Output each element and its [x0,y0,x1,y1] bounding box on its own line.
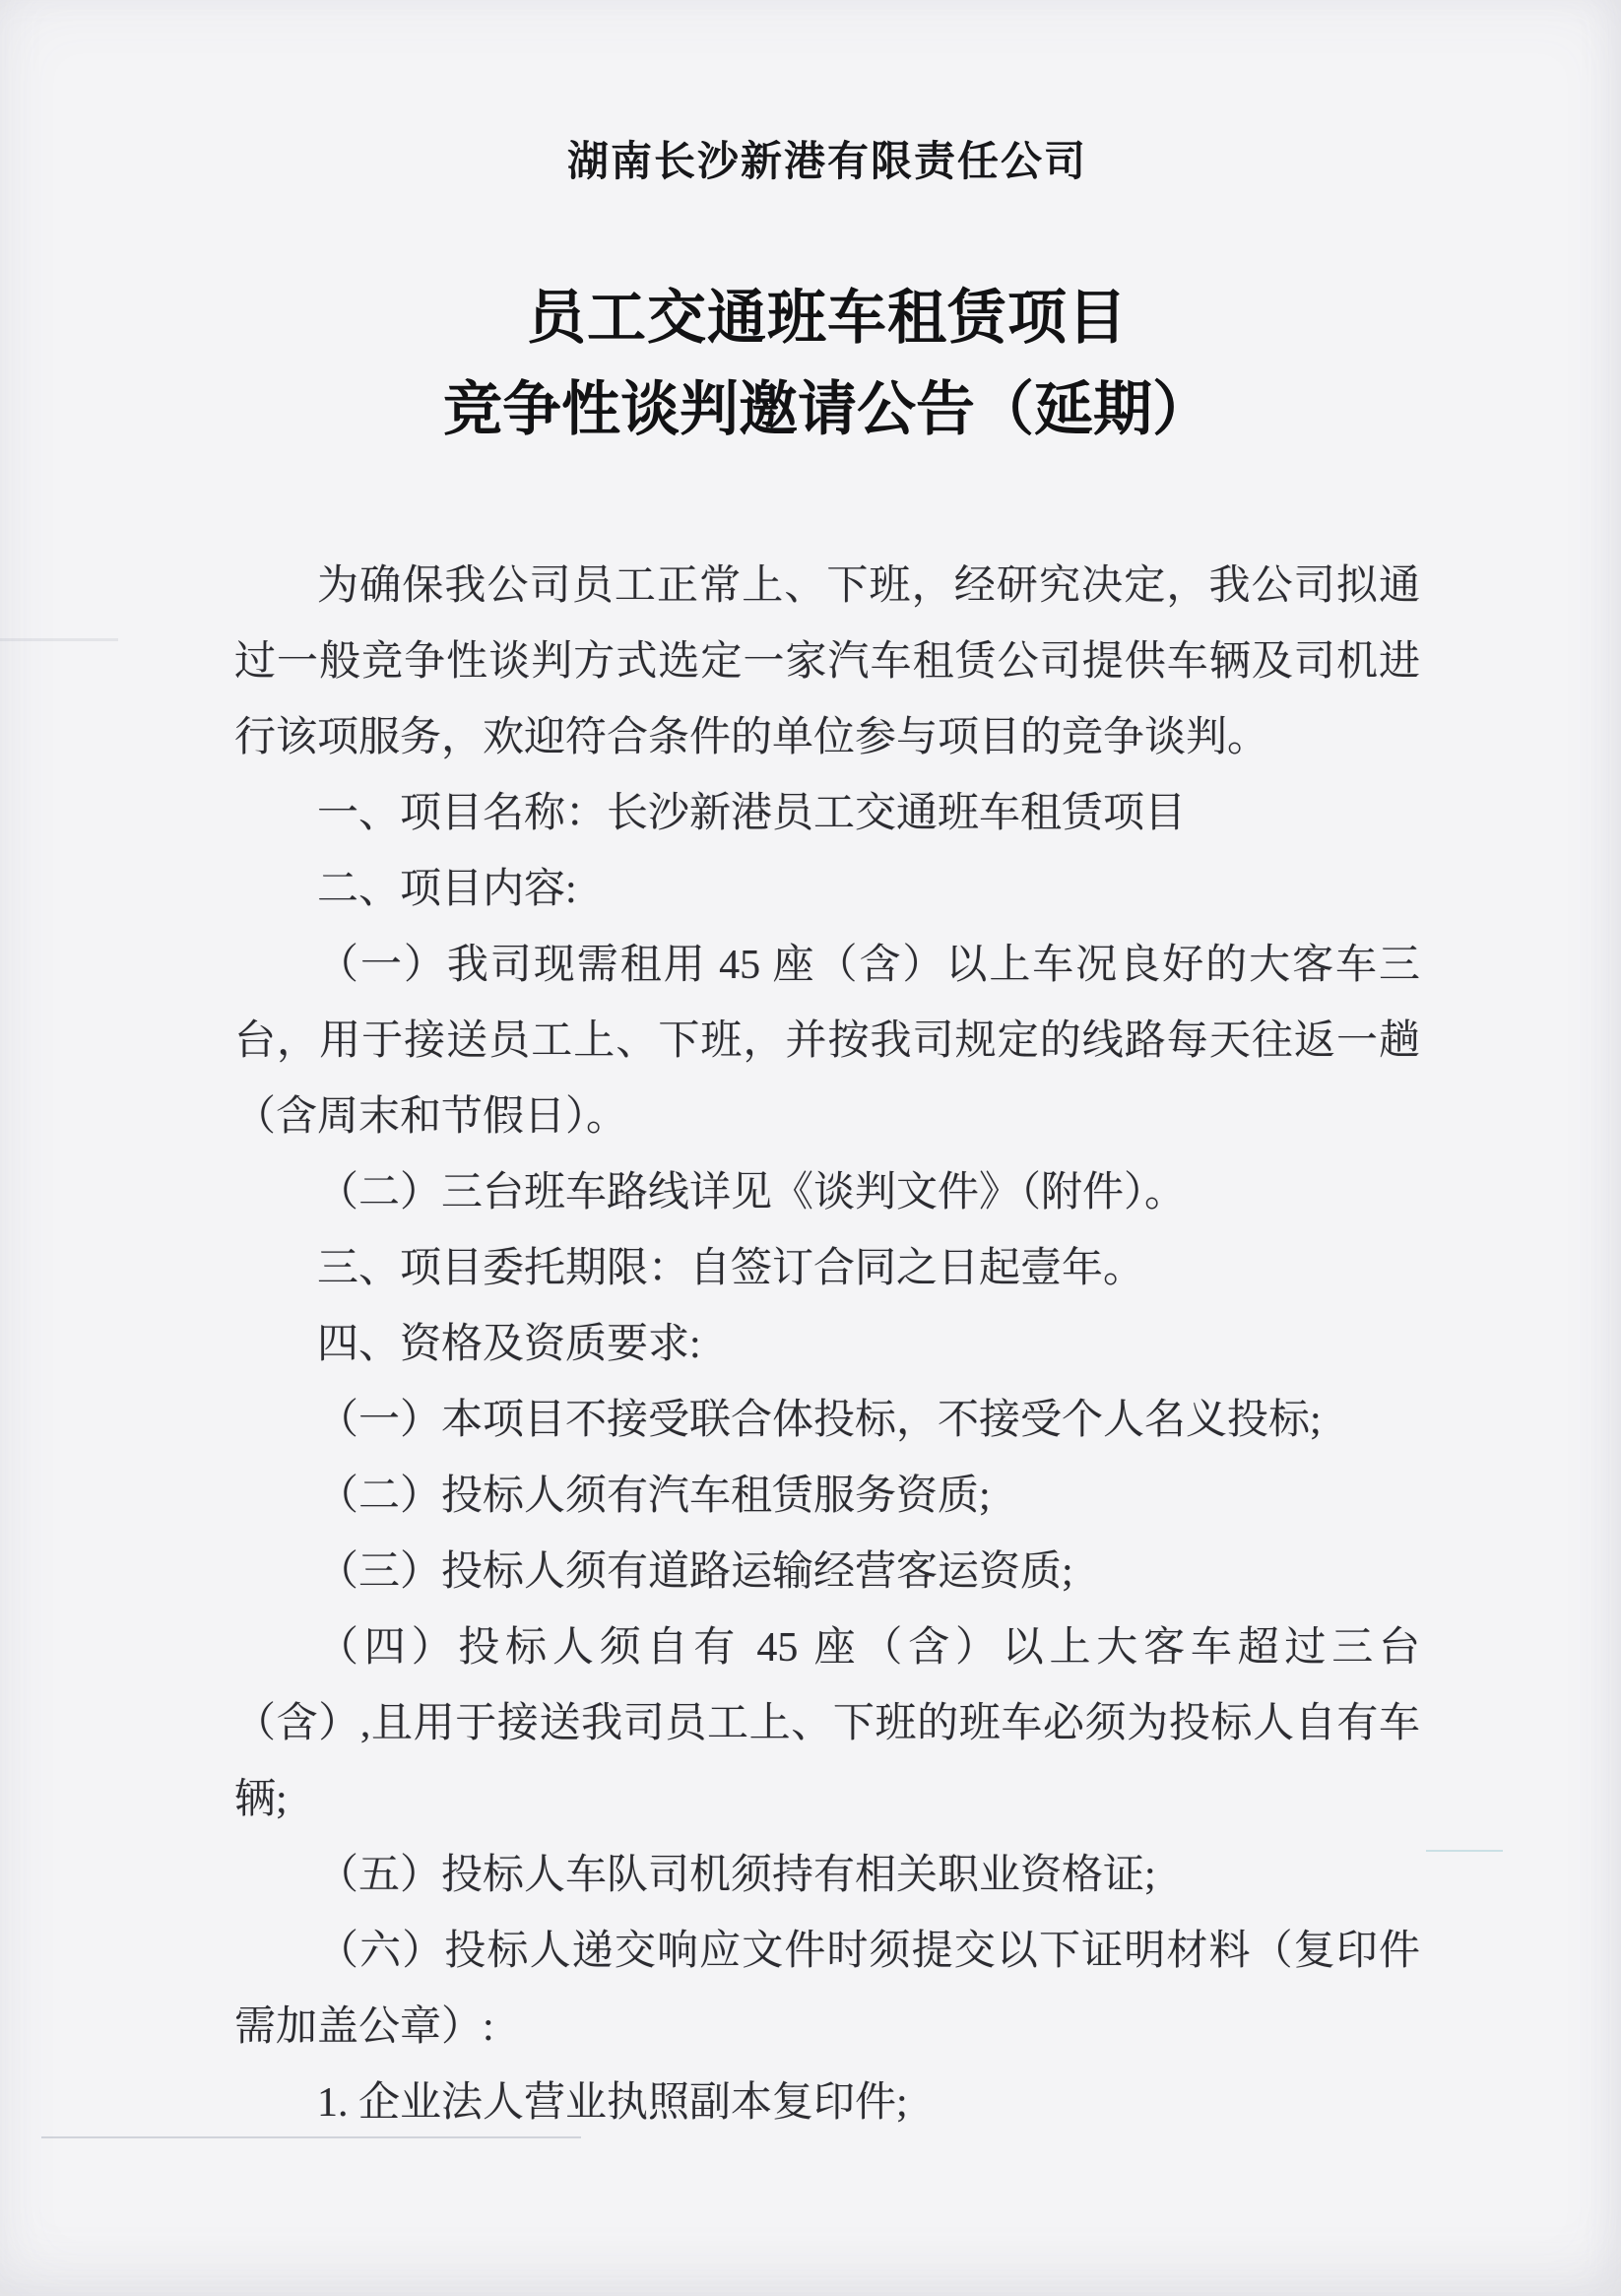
paragraph-item-4-1: （一）本项目不接受联合体投标，不接受个人名义投标; [317,1398,1322,1443]
paragraph-item-4-5: （五）投标人车队司机须持有相关职业资格证; [317,1853,1156,1898]
paragraph-item-3: 三、项目委托期限：自签订合同之日起壹年。 [317,1246,1145,1291]
paragraph-item-4-6: （六）投标人递交响应文件时须提交以下证明材料（复印件需加盖公章）: [234,1929,1420,2050]
document-content [234,0,1420,2141]
paragraph-intro: 为确保我公司员工正常上、下班，经研究决定，我公司拟通过一般竞争性谈判方式选定一家汽车租赁公司提供车辆及司机进行该项服务，欢迎符合条件的单位参与项目的竞争谈判。 [234,563,1420,760]
paragraph-item-2: 二、项目内容: [317,867,577,912]
paragraph-item-4-6-1: 1. 企业法人营业执照副本复印件; [317,2080,908,2126]
company-title: 湖南长沙新港有限责任公司 [566,140,1087,185]
paragraph-item-4: 四、资格及资质要求: [317,1322,701,1367]
paragraph-item-4-4: （四）投标人须自有 45 座（含）以上大客车超过三台（含）,且用于接送我司员工上、下班的班车必须为投标人自有车辆; [234,1625,1420,1822]
paragraph-item-1: 一、项目名称：长沙新港员工交通班车租赁项目 [317,791,1187,836]
paragraph-item-2-2: （二）三台班车路线详见《谈判文件》（附件）。 [317,1170,1187,1215]
paragraph-item-4-2: （二）投标人须有汽车租赁服务资质; [317,1474,991,1519]
announcement-title: 竞争性谈判邀请公告（延期） [443,377,1211,442]
paragraph-item-2-1: （一）我司现需租用 45 座（含）以上车况良好的大客车三台，用于接送员工上、下班，并按我司规定的线路每天往返一趟（含周末和节假日）。 [234,943,1420,1140]
document-body [234,549,1420,2141]
project-title: 员工交通班车租赁项目 [527,286,1128,351]
scan-artifact-smudge [0,638,118,641]
scan-artifact-line [1426,1850,1503,1852]
paragraph-item-4-3: （三）投标人须有道路运输经营客运资质; [317,1549,1073,1595]
